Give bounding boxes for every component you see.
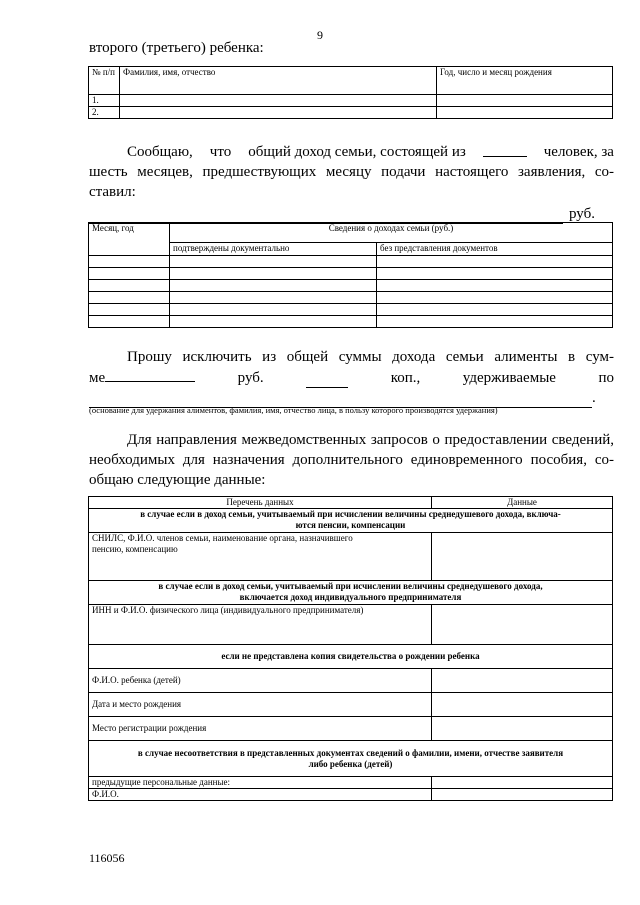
child-name-cell[interactable] <box>120 107 437 119</box>
section-text: ются пенсии, компенсации <box>295 520 406 530</box>
income-statement <box>89 142 614 224</box>
row-number: 1. <box>89 95 120 107</box>
table-cell[interactable] <box>377 268 613 280</box>
income-table <box>88 222 613 328</box>
col-number-header: № п/п <box>89 67 120 95</box>
row-label: Дата и место рождения <box>89 693 432 717</box>
table-cell[interactable] <box>170 256 377 268</box>
interagency-section <box>89 430 614 490</box>
income-text: Сообщаю, <box>127 144 193 160</box>
income-text: шесть месяцев, предшествующих месяцу подачи настоящего заявления, со- <box>89 164 614 180</box>
table-cell[interactable] <box>89 280 170 292</box>
family-size-field[interactable] <box>483 142 527 157</box>
alimony-section <box>89 347 614 408</box>
confirmed-header: подтверждены документально <box>170 243 377 256</box>
section-text: включается доход индивидуального предпринимателя <box>239 592 462 602</box>
list-header: Перечень данных <box>89 497 432 509</box>
table-cell[interactable] <box>170 316 377 328</box>
data-cell[interactable] <box>432 717 613 741</box>
table-cell[interactable] <box>377 280 613 292</box>
interagency-text: общаю следующие данные: <box>89 472 266 488</box>
footer-code: 116056 <box>89 851 125 865</box>
section-text: в случае если в доход семьи, учитываемый при исчислении величины среднедушевого дохода, <box>158 581 543 591</box>
alimony-text: ме <box>89 370 106 386</box>
col-birth-header: Год, число и месяц рождения <box>437 67 613 95</box>
col-name-header: Фамилия, имя, отчество <box>120 67 437 95</box>
alimony-text: Прошу исключить из общей суммы дохода семьи алименты в сум- <box>127 349 614 365</box>
table-cell[interactable] <box>170 304 377 316</box>
section-text: в случае несоответствия в представленных документах сведений о фамилии, имени, отчестве заявителя <box>137 747 564 758</box>
table-cell[interactable] <box>89 304 170 316</box>
unconfirmed-header: без представления документов <box>377 243 613 256</box>
income-text: ставил: <box>89 184 136 200</box>
table-cell[interactable] <box>89 316 170 328</box>
month-year-header: Месяц, год <box>89 223 170 256</box>
alimony-text: . <box>592 390 596 406</box>
row-number: 2. <box>89 107 120 119</box>
page-number: 9 <box>317 28 323 42</box>
section-heading: если не представлена копия свидетельства о рождении ребенка <box>89 645 613 669</box>
data-cell[interactable] <box>432 605 613 645</box>
data-cell[interactable] <box>432 669 613 693</box>
row-text: СНИЛС, Ф.И.О. членов семьи, наименование органа, назначившего <box>92 533 353 543</box>
alimony-text: удерживаемые <box>462 370 556 386</box>
table-cell[interactable] <box>377 256 613 268</box>
data-cell[interactable] <box>432 533 613 581</box>
table-cell[interactable] <box>377 292 613 304</box>
child-birth-cell[interactable] <box>437 107 613 119</box>
row-label: Место регистрации рождения <box>89 717 432 741</box>
interagency-text: Для направления межведомственных запросов о предоставлении сведений, <box>127 432 614 448</box>
table-cell[interactable] <box>89 256 170 268</box>
alimony-text: по <box>598 370 614 386</box>
income-info-header: Сведения о доходах семьи (руб.) <box>170 223 613 243</box>
table-cell[interactable] <box>170 280 377 292</box>
section-heading <box>89 581 613 605</box>
alimony-rub-field[interactable] <box>105 367 195 382</box>
currency-label: руб. <box>569 206 595 222</box>
child-birth-cell[interactable] <box>437 95 613 107</box>
row-label: Ф.И.О. <box>89 789 432 801</box>
table-cell[interactable] <box>89 268 170 280</box>
section-text: либо ребенка (детей) <box>308 758 393 769</box>
income-text: человек, за <box>543 144 614 160</box>
alimony-kop-field[interactable] <box>306 373 348 388</box>
children-table <box>88 66 613 119</box>
income-text: общий доход семьи, состоящей из <box>248 144 466 160</box>
table-cell[interactable] <box>89 292 170 304</box>
data-table <box>88 496 613 801</box>
child-name-cell[interactable] <box>120 95 437 107</box>
data-header: Данные <box>432 497 613 509</box>
row-text: пенсию, компенсацию <box>92 544 178 554</box>
alimony-text: руб. <box>237 370 264 386</box>
table-cell[interactable] <box>377 304 613 316</box>
row-label: Ф.И.О. ребенка (детей) <box>89 669 432 693</box>
table-cell[interactable] <box>377 316 613 328</box>
data-cell[interactable] <box>432 789 613 801</box>
income-text: что <box>209 144 232 160</box>
section-text: в случае если в доход семьи, учитываемый при исчислении величины среднедушевого дохода, включа- <box>140 509 561 519</box>
interagency-text: необходимых для назначения дополнительного единовременного пособия, со- <box>89 452 614 468</box>
table-cell[interactable] <box>170 268 377 280</box>
row-label: предыдущие персональные данные: <box>89 777 432 789</box>
table-cell[interactable] <box>170 292 377 304</box>
alimony-text: коп., <box>390 370 421 386</box>
section-heading <box>89 741 613 777</box>
data-cell[interactable] <box>432 777 613 789</box>
alimony-note: (основание для удержания алиментов, фамилия, имя, отчество лица, в пользу которого производятся удержания) <box>89 405 498 415</box>
data-cell[interactable] <box>432 693 613 717</box>
children-intro: второго (третьего) ребенка: <box>89 40 264 56</box>
row-label <box>89 533 432 581</box>
section-heading <box>89 509 613 533</box>
row-label: ИНН и Ф.И.О. физического лица (индивидуального предпринимателя) <box>89 605 432 645</box>
